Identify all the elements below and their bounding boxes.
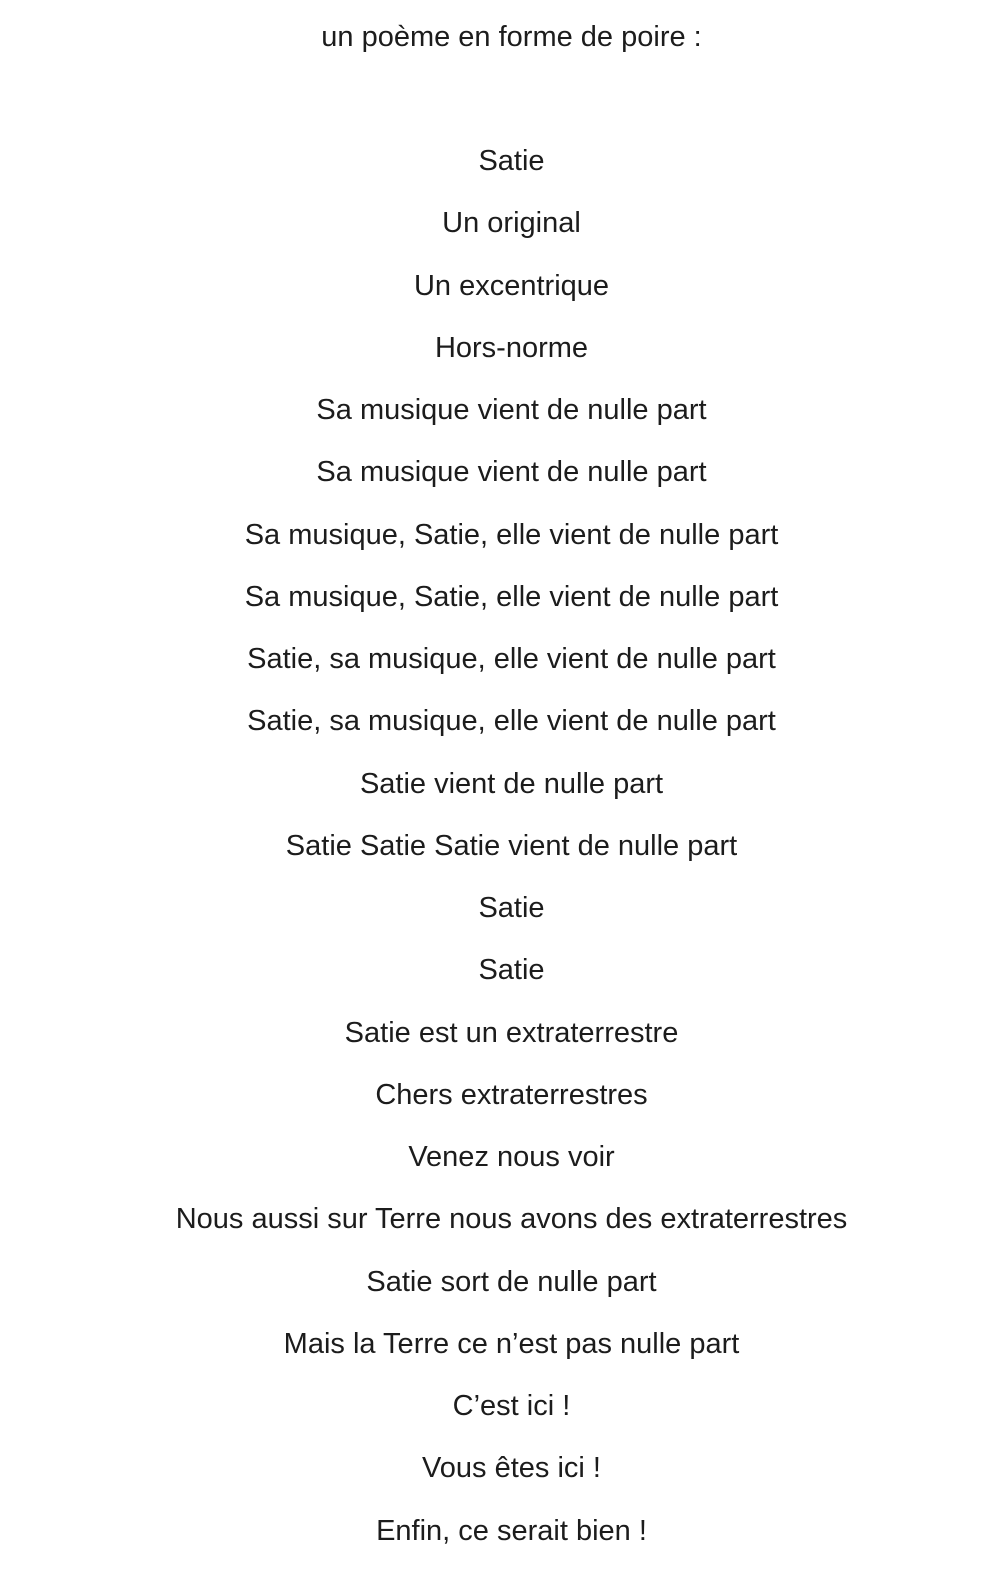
- poem-line: Hors-norme: [434, 331, 589, 364]
- poem-line: Satie est un extraterrestre: [344, 1016, 679, 1049]
- poem-line: Un excentrique: [413, 269, 610, 302]
- poem-line: Satie vient de nulle part: [359, 767, 664, 800]
- poem-line: Satie: [478, 145, 545, 177]
- poem-line: Sa musique vient de nulle part: [316, 394, 707, 426]
- poem-line: Sa musique vient de nulle part: [316, 456, 707, 489]
- poem-line: Vous êtes ici !: [422, 1452, 601, 1485]
- poem-line: Satie Satie Satie vient de nulle part: [285, 829, 738, 862]
- poem-line: Satie sort de nulle part: [366, 1265, 657, 1298]
- poem-line: Enfin, ce serait bien !: [376, 1514, 647, 1547]
- poem-line: Satie: [478, 954, 545, 987]
- poem-title: un poème en forme de poire :: [321, 21, 702, 53]
- poem-line: Mais la Terre ce n’est pas nulle part: [283, 1327, 740, 1360]
- poem-line: Sa musique, Satie, elle vient de nulle part: [244, 518, 779, 551]
- poem-line: Un original: [442, 207, 581, 240]
- poem-line: Chers extraterrestres: [375, 1078, 648, 1111]
- poem-line: Nous aussi sur Terre nous avons des extraterrestres: [175, 1203, 848, 1236]
- poem-line: Satie, sa musique, elle vient de nulle part: [247, 643, 776, 675]
- poem-line: Venez nous voir: [408, 1141, 615, 1173]
- poem-line: Satie, sa musique, elle vient de nulle part: [247, 705, 776, 738]
- poem-line: Sa musique, Satie, elle vient de nulle part: [244, 580, 779, 613]
- poem-line: C’est ici !: [452, 1390, 571, 1422]
- poem-line: Satie: [478, 892, 545, 924]
- poem-lines: [0, 141, 1000, 1573]
